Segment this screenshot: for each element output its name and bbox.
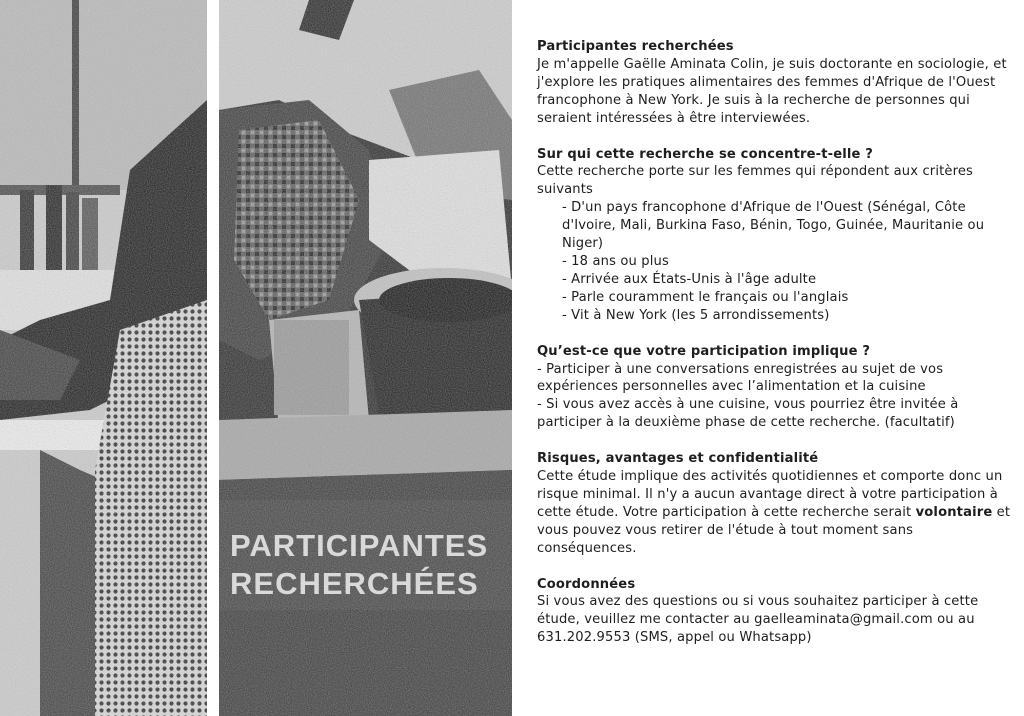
- section-contact-heading: Coordonnées: [537, 576, 636, 592]
- section-wanted-body: Je m'appelle Gaëlle Aminata Colin, je suis doctorante en sociologie, et j'explore les pratiques alimentaires des femmes d'Afrique de l'Ouest francophone à New York. Je suis à la recherche de personnes qui seraient intéressées à être interviewées.: [537, 56, 1007, 126]
- risks-text-bold: volontaire: [915, 504, 993, 520]
- criteria-item: - D'un pays francophone d'Afrique de l'Ouest (Sénégal, Côte d'Ivoire, Mali, Burkina Faso, Bénin, Togo, Guinée, Mauritanie ou Niger): [562, 200, 985, 252]
- kitchen-photo-left: [0, 0, 207, 716]
- risks-text-after: et vous pouvez vous retirer de l'étude à tout moment sans conséquences.: [537, 504, 1011, 556]
- poster-title-line2: RECHERCHÉES: [230, 566, 479, 601]
- section-risks: [537, 450, 1015, 557]
- section-participation-line2: - Si vous avez accès à une cuisine, vous pourriez être invitée à participer à la deuxième phase de cette recherche. (facultatif): [537, 397, 959, 431]
- section-risks-body: [537, 468, 1015, 558]
- section-focus: [537, 146, 1015, 325]
- criteria-item: - Vit à New York (les 5 arrondissements): [562, 307, 830, 323]
- section-contact: [537, 576, 1015, 648]
- section-risks-heading: Risques, avantages et confidentialité: [537, 451, 819, 467]
- photo-right: [219, 0, 512, 716]
- section-wanted-heading: Participantes recherchées: [537, 39, 734, 54]
- criteria-item: - Parle couramment le français ou l'anglais: [562, 289, 849, 305]
- section-wanted: [537, 38, 1015, 128]
- section-participation-heading: Qu’est-ce que votre participation implique ?: [537, 343, 871, 359]
- section-focus-intro: Cette recherche porte sur les femmes qui répondent aux critères suivants: [537, 164, 974, 198]
- poster-title-line1: PARTICIPANTES: [230, 528, 489, 563]
- criteria-list: [537, 199, 1015, 324]
- photo-left: [0, 0, 207, 716]
- criteria-item: - 18 ans ou plus: [562, 253, 669, 269]
- info-column: [537, 38, 1015, 665]
- kitchen-photo-right: [219, 0, 512, 716]
- section-contact-body: Si vous avez des questions ou si vous souhaitez participer à cette étude, veuillez me contacter au gaelleaminata@gmail.com ou au 631.202.9553 (SMS, appel ou Whatsapp): [537, 594, 979, 646]
- section-participation: [537, 343, 1015, 433]
- risks-text-before: Cette étude implique des activités quotidiennes et comporte donc un risque minimal. Il n'y a aucun avantage direct à votre participation à cette étude. Votre participation à cette recherche serait: [537, 469, 1003, 520]
- poster-title: [230, 527, 488, 603]
- section-focus-heading: Sur qui cette recherche se concentre-t-elle ?: [537, 146, 874, 162]
- criteria-item: - Arrivée aux États-Unis à l'âge adulte: [562, 271, 817, 287]
- section-participation-line1: - Participer à une conversations enregistrées au sujet de vos expériences personnelles avec l’alimentation et la cuisine: [537, 361, 944, 395]
